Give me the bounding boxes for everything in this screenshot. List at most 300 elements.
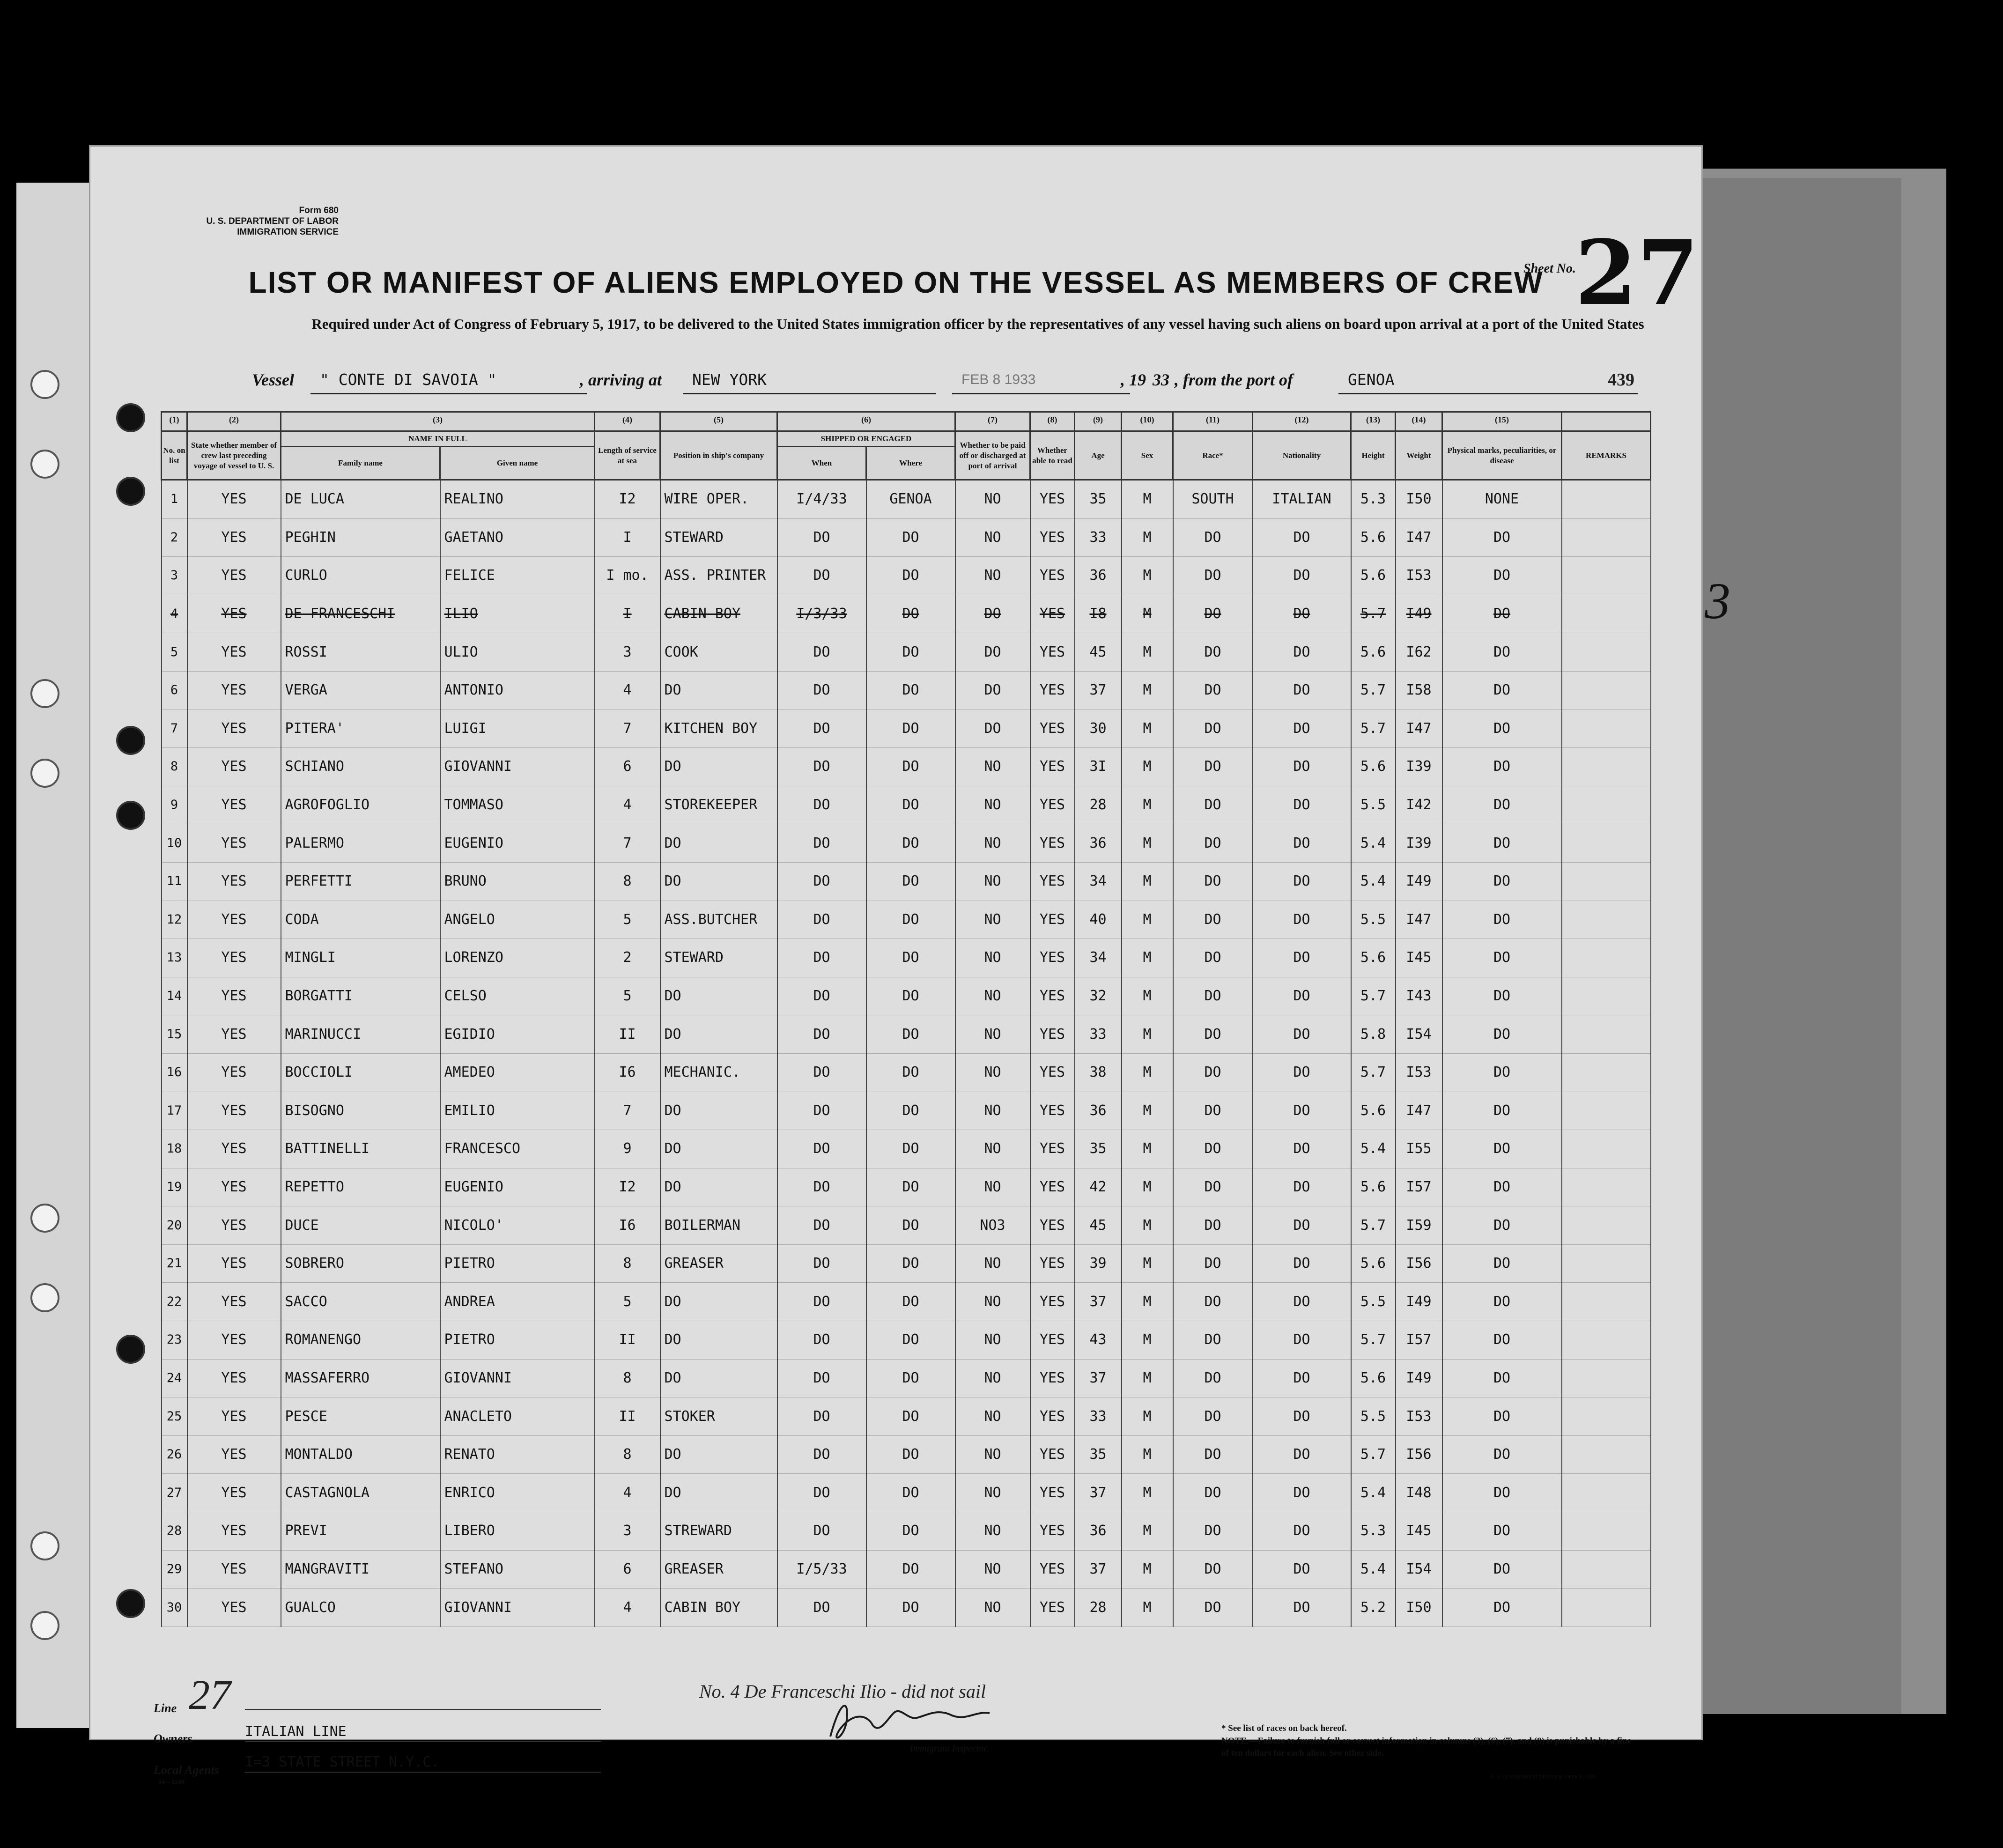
previous-voyage: YES xyxy=(187,557,281,595)
previous-voyage: YES xyxy=(187,1512,281,1551)
remarks xyxy=(1562,1474,1651,1512)
line-label: Line xyxy=(154,1701,177,1715)
height: 5.6 xyxy=(1351,633,1396,672)
height: 5.8 xyxy=(1351,1015,1396,1054)
shipped-when: DO xyxy=(777,557,866,595)
given-name: ANDREA xyxy=(440,1283,595,1321)
remarks xyxy=(1562,1168,1651,1206)
remarks xyxy=(1562,1283,1651,1321)
position: DO xyxy=(660,671,777,710)
form-number: Form 680 xyxy=(299,206,339,215)
able-to-read: YES xyxy=(1030,1397,1075,1436)
weight: I49 xyxy=(1396,1359,1442,1397)
remarks xyxy=(1562,1321,1651,1360)
previous-voyage: YES xyxy=(187,1015,281,1054)
length-of-service: II xyxy=(595,1015,660,1054)
family-name: SCHIANO xyxy=(281,748,440,786)
sex: M xyxy=(1122,1359,1173,1397)
sex: M xyxy=(1122,939,1173,977)
position: GREASER xyxy=(660,1550,777,1589)
row-number: 25 xyxy=(162,1397,187,1436)
previous-voyage: YES xyxy=(187,671,281,710)
family-name: REPETTO xyxy=(281,1168,440,1206)
given-name: BRUNO xyxy=(440,862,595,901)
length-of-service: 8 xyxy=(595,1359,660,1397)
remarks xyxy=(1562,901,1651,939)
nationality: DO xyxy=(1253,977,1351,1015)
physical-marks: DO xyxy=(1442,1397,1562,1436)
nationality: DO xyxy=(1253,1206,1351,1245)
header-no-on-list: No. on list xyxy=(162,431,187,480)
paid-off: NO xyxy=(955,1474,1030,1512)
race: DO xyxy=(1173,1015,1253,1054)
able-to-read: YES xyxy=(1030,480,1075,519)
race: DO xyxy=(1173,939,1253,977)
binder-hole xyxy=(30,759,59,788)
background-page-edge xyxy=(1686,178,1901,1714)
position: DO xyxy=(660,1283,777,1321)
header-paid-off: Whether to be paid off or discharged at port of arrival xyxy=(955,431,1030,480)
previous-voyage: YES xyxy=(187,786,281,824)
punch-hole xyxy=(116,801,145,830)
race: DO xyxy=(1173,748,1253,786)
col-num: (8) xyxy=(1030,412,1075,431)
physical-marks: DO xyxy=(1442,1206,1562,1245)
paid-off: NO xyxy=(955,557,1030,595)
family-name: ROSSI xyxy=(281,633,440,672)
height: 5.7 xyxy=(1351,977,1396,1015)
paid-off: DO xyxy=(955,710,1030,748)
height: 5.2 xyxy=(1351,1589,1396,1627)
col-num: (11) xyxy=(1173,412,1253,431)
shipped-when: DO xyxy=(777,977,866,1015)
col-num: (7) xyxy=(955,412,1030,431)
previous-voyage: YES xyxy=(187,1435,281,1474)
handwritten-number: 439 xyxy=(1608,370,1634,390)
physical-marks: DO xyxy=(1442,595,1562,633)
age: 34 xyxy=(1075,862,1122,901)
form-code: 14—1240 xyxy=(158,1779,185,1786)
table-row xyxy=(162,939,1651,977)
shipped-where: DO xyxy=(866,710,955,748)
sex: M xyxy=(1122,595,1173,633)
physical-marks: DO xyxy=(1442,1092,1562,1130)
departure-port: GENOA xyxy=(1338,367,1638,394)
race: DO xyxy=(1173,1244,1253,1283)
shipped-where: DO xyxy=(866,1130,955,1168)
table-row xyxy=(162,1053,1651,1092)
sex: M xyxy=(1122,1321,1173,1360)
physical-marks: DO xyxy=(1442,518,1562,557)
shipped-when: I/4/33 xyxy=(777,480,866,519)
crew-rows xyxy=(162,480,1651,1627)
shipped-where: DO xyxy=(866,1589,955,1627)
position: ASS. PRINTER xyxy=(660,557,777,595)
row-number: 5 xyxy=(162,633,187,672)
able-to-read: YES xyxy=(1030,939,1075,977)
physical-marks: NONE xyxy=(1442,480,1562,519)
sex: M xyxy=(1122,901,1173,939)
given-name: NICOLO' xyxy=(440,1206,595,1245)
remarks xyxy=(1562,1589,1651,1627)
race: DO xyxy=(1173,977,1253,1015)
physical-marks: DO xyxy=(1442,633,1562,672)
length-of-service: I xyxy=(595,518,660,557)
owners-label: Owners xyxy=(154,1732,192,1745)
physical-marks: DO xyxy=(1442,710,1562,748)
position: STOREKEEPER xyxy=(660,786,777,824)
able-to-read: YES xyxy=(1030,1321,1075,1360)
weight: I58 xyxy=(1396,671,1442,710)
paid-off: NO xyxy=(955,1244,1030,1283)
able-to-read: YES xyxy=(1030,786,1075,824)
family-name: MARINUCCI xyxy=(281,1015,440,1054)
binder-hole xyxy=(30,1204,59,1233)
physical-marks: DO xyxy=(1442,1244,1562,1283)
paid-off: NO xyxy=(955,1435,1030,1474)
paid-off: NO xyxy=(955,1550,1030,1589)
weight: I54 xyxy=(1396,1015,1442,1054)
paid-off: NO xyxy=(955,480,1030,519)
nationality: DO xyxy=(1253,1244,1351,1283)
inspector-signature xyxy=(812,1692,1008,1748)
shipped-where: DO xyxy=(866,786,955,824)
able-to-read: YES xyxy=(1030,1015,1075,1054)
length-of-service: 6 xyxy=(595,1550,660,1589)
row-number: 18 xyxy=(162,1130,187,1168)
height: 5.5 xyxy=(1351,901,1396,939)
position: DO xyxy=(660,824,777,863)
height: 5.4 xyxy=(1351,824,1396,863)
paid-off: NO xyxy=(955,1053,1030,1092)
given-name: TOMMASO xyxy=(440,786,595,824)
table-row xyxy=(162,480,1651,519)
shipped-where: DO xyxy=(866,862,955,901)
nationality: DO xyxy=(1253,1435,1351,1474)
punch-hole xyxy=(116,1335,145,1364)
previous-voyage: YES xyxy=(187,1283,281,1321)
family-name: DUCE xyxy=(281,1206,440,1245)
table-row xyxy=(162,1397,1651,1436)
length-of-service: I mo. xyxy=(595,557,660,595)
shipped-where: DO xyxy=(866,824,955,863)
table-row xyxy=(162,1283,1651,1321)
weight: I47 xyxy=(1396,901,1442,939)
remarks xyxy=(1562,1130,1651,1168)
position: STEWARD xyxy=(660,518,777,557)
family-name: VERGA xyxy=(281,671,440,710)
sex: M xyxy=(1122,1015,1173,1054)
length-of-service: 5 xyxy=(595,1283,660,1321)
nationality: DO xyxy=(1253,862,1351,901)
weight: I49 xyxy=(1396,862,1442,901)
length-of-service: 8 xyxy=(595,862,660,901)
table-row xyxy=(162,977,1651,1015)
previous-voyage: YES xyxy=(187,1550,281,1589)
table-row xyxy=(162,1512,1651,1551)
shipped-where: DO xyxy=(866,633,955,672)
position: DO xyxy=(660,748,777,786)
weight: I49 xyxy=(1396,1283,1442,1321)
position: MECHANIC. xyxy=(660,1053,777,1092)
family-name: DE LUCA xyxy=(281,480,440,519)
height: 5.7 xyxy=(1351,1435,1396,1474)
height: 5.5 xyxy=(1351,1397,1396,1436)
col-num-blank xyxy=(1562,412,1651,431)
physical-marks: DO xyxy=(1442,901,1562,939)
paid-off: NO xyxy=(955,1512,1030,1551)
nationality: DO xyxy=(1253,710,1351,748)
sex: M xyxy=(1122,1092,1173,1130)
height: 5.6 xyxy=(1351,1244,1396,1283)
weight: I50 xyxy=(1396,1589,1442,1627)
position: GREASER xyxy=(660,1244,777,1283)
race: DO xyxy=(1173,1168,1253,1206)
nationality: DO xyxy=(1253,518,1351,557)
table-row xyxy=(162,1435,1651,1474)
paid-off: NO xyxy=(955,939,1030,977)
physical-marks: DO xyxy=(1442,1015,1562,1054)
physical-marks: DO xyxy=(1442,557,1562,595)
weight: I53 xyxy=(1396,1397,1442,1436)
given-name: AMEDEO xyxy=(440,1053,595,1092)
shipped-where: DO xyxy=(866,671,955,710)
sex: M xyxy=(1122,1474,1173,1512)
vessel-name: " CONTE DI SAVOIA " xyxy=(310,367,587,394)
height: 5.4 xyxy=(1351,862,1396,901)
age: 28 xyxy=(1075,786,1122,824)
handwritten-remark: No. 4 De Franceschi Ilio - did not sail xyxy=(699,1681,986,1702)
remarks xyxy=(1562,748,1651,786)
row-number: 6 xyxy=(162,671,187,710)
sex: M xyxy=(1122,977,1173,1015)
row-number: 9 xyxy=(162,786,187,824)
col-num: (13) xyxy=(1351,412,1396,431)
shipped-where: DO xyxy=(866,1435,955,1474)
height: 5.3 xyxy=(1351,480,1396,519)
remarks xyxy=(1562,1550,1651,1589)
table-row xyxy=(162,1589,1651,1627)
race: DO xyxy=(1173,1435,1253,1474)
remarks xyxy=(1562,1397,1651,1436)
remarks xyxy=(1562,671,1651,710)
length-of-service: 4 xyxy=(595,671,660,710)
position: DO xyxy=(660,1092,777,1130)
age: 39 xyxy=(1075,1244,1122,1283)
col-num: (10) xyxy=(1122,412,1173,431)
remarks xyxy=(1562,824,1651,863)
row-number: 2 xyxy=(162,518,187,557)
weight: I62 xyxy=(1396,633,1442,672)
table-row xyxy=(162,862,1651,901)
family-name: PEGHIN xyxy=(281,518,440,557)
row-number: 19 xyxy=(162,1168,187,1206)
remarks xyxy=(1562,1092,1651,1130)
row-number: 28 xyxy=(162,1512,187,1551)
paid-off: NO xyxy=(955,1015,1030,1054)
physical-marks: DO xyxy=(1442,824,1562,863)
table-row xyxy=(162,901,1651,939)
shipped-where: DO xyxy=(866,557,955,595)
header-where: Where xyxy=(866,447,955,480)
nationality: DO xyxy=(1253,633,1351,672)
nationality: DO xyxy=(1253,1283,1351,1321)
binder-hole xyxy=(30,1611,59,1640)
physical-marks: DO xyxy=(1442,1435,1562,1474)
shipped-where: DO xyxy=(866,1512,955,1551)
shipped-when: DO xyxy=(777,1397,866,1436)
sex: M xyxy=(1122,710,1173,748)
nationality: DO xyxy=(1253,1397,1351,1436)
table-row xyxy=(162,557,1651,595)
physical-marks: DO xyxy=(1442,1474,1562,1512)
height: 5.7 xyxy=(1351,1321,1396,1360)
shipped-when: DO xyxy=(777,862,866,901)
length-of-service: 5 xyxy=(595,901,660,939)
table-row xyxy=(162,1206,1651,1245)
punch-hole xyxy=(116,1589,145,1618)
binder-hole xyxy=(30,679,59,708)
previous-voyage: YES xyxy=(187,1321,281,1360)
header-shipped-or-engaged: SHIPPED OR ENGAGED xyxy=(777,431,955,447)
able-to-read: YES xyxy=(1030,557,1075,595)
height: 5.6 xyxy=(1351,557,1396,595)
weight: I57 xyxy=(1396,1168,1442,1206)
nationality: DO xyxy=(1253,1359,1351,1397)
age: 34 xyxy=(1075,939,1122,977)
header-family-name: Family name xyxy=(281,447,440,480)
remarks xyxy=(1562,1206,1651,1245)
height: 5.4 xyxy=(1351,1130,1396,1168)
table-row xyxy=(162,595,1651,633)
row-number: 24 xyxy=(162,1359,187,1397)
given-name: PIETRO xyxy=(440,1244,595,1283)
race: DO xyxy=(1173,557,1253,595)
able-to-read: YES xyxy=(1030,977,1075,1015)
row-number: 17 xyxy=(162,1092,187,1130)
given-name: EUGENIO xyxy=(440,1168,595,1206)
row-number: 12 xyxy=(162,901,187,939)
remarks xyxy=(1562,977,1651,1015)
physical-marks: DO xyxy=(1442,1053,1562,1092)
immigrant-inspector-label: Immigrant Inspector. xyxy=(910,1744,989,1754)
remarks xyxy=(1562,1053,1651,1092)
paid-off: NO xyxy=(955,748,1030,786)
remarks xyxy=(1562,710,1651,748)
row-number: 8 xyxy=(162,748,187,786)
shipped-where: DO xyxy=(866,1206,955,1245)
family-name: PESCE xyxy=(281,1397,440,1436)
sex: M xyxy=(1122,480,1173,519)
paid-off: NO xyxy=(955,901,1030,939)
length-of-service: I6 xyxy=(595,1053,660,1092)
able-to-read: YES xyxy=(1030,1168,1075,1206)
shipped-where: DO xyxy=(866,1397,955,1436)
row-number: 14 xyxy=(162,977,187,1015)
nationality: DO xyxy=(1253,1589,1351,1627)
weight: I50 xyxy=(1396,480,1442,519)
nationality: DO xyxy=(1253,1092,1351,1130)
table-row xyxy=(162,633,1651,672)
vessel-label: Vessel xyxy=(252,370,294,389)
nationality: DO xyxy=(1253,1321,1351,1360)
position: STEWARD xyxy=(660,939,777,977)
weight: I39 xyxy=(1396,824,1442,863)
age: 37 xyxy=(1075,1359,1122,1397)
height: 5.7 xyxy=(1351,671,1396,710)
races-footnote: * See list of races on back hereof. xyxy=(1221,1723,1347,1733)
col-num: (14) xyxy=(1396,412,1442,431)
row-number: 11 xyxy=(162,862,187,901)
row-number: 20 xyxy=(162,1206,187,1245)
given-name: LUIGI xyxy=(440,710,595,748)
row-number: 23 xyxy=(162,1321,187,1360)
able-to-read: YES xyxy=(1030,710,1075,748)
shipped-when: DO xyxy=(777,939,866,977)
length-of-service: 8 xyxy=(595,1435,660,1474)
given-name: STEFANO xyxy=(440,1550,595,1589)
race: DO xyxy=(1173,1321,1253,1360)
paid-off: NO xyxy=(955,1130,1030,1168)
arrival-year: 33 xyxy=(1153,370,1169,389)
remarks xyxy=(1562,595,1651,633)
shipped-when: DO xyxy=(777,1512,866,1551)
length-of-service: 4 xyxy=(595,786,660,824)
position: DO xyxy=(660,1015,777,1054)
previous-voyage: YES xyxy=(187,1397,281,1436)
physical-marks: DO xyxy=(1442,1130,1562,1168)
nationality: DO xyxy=(1253,1053,1351,1092)
family-name: BATTINELLI xyxy=(281,1130,440,1168)
shipped-where: DO xyxy=(866,595,955,633)
sex: M xyxy=(1122,748,1173,786)
position: CABIN BOY xyxy=(660,1589,777,1627)
given-name: RENATO xyxy=(440,1435,595,1474)
given-name: REALINO xyxy=(440,480,595,519)
shipped-where: DO xyxy=(866,1550,955,1589)
race: DO xyxy=(1173,710,1253,748)
local-agents-label: Local Agents xyxy=(154,1763,219,1777)
row-number: 16 xyxy=(162,1053,187,1092)
family-name: MINGLI xyxy=(281,939,440,977)
able-to-read: YES xyxy=(1030,1550,1075,1589)
previous-voyage: YES xyxy=(187,480,281,519)
family-name: CODA xyxy=(281,901,440,939)
nationality: DO xyxy=(1253,1130,1351,1168)
col-num: (5) xyxy=(660,412,777,431)
document-subtitle: Required under Act of Congress of February 5, 1917, to be delivered to the United States immigration officer by the representatives of any vessel having such aliens on board upon arrival at a port of the United States xyxy=(311,316,1644,332)
given-name: LIBERO xyxy=(440,1512,595,1551)
physical-marks: DO xyxy=(1442,671,1562,710)
length-of-service: II xyxy=(595,1321,660,1360)
weight: I53 xyxy=(1396,1053,1442,1092)
nationality: DO xyxy=(1253,786,1351,824)
physical-marks: DO xyxy=(1442,1321,1562,1360)
nationality: DO xyxy=(1253,1512,1351,1551)
binder-hole xyxy=(30,1283,59,1312)
race: DO xyxy=(1173,1397,1253,1436)
shipped-where: GENOA xyxy=(866,480,955,519)
shipped-where: DO xyxy=(866,1359,955,1397)
header-name-in-full: NAME IN FULL xyxy=(281,431,595,447)
shipped-when: DO xyxy=(777,1130,866,1168)
position: DO xyxy=(660,862,777,901)
age: 42 xyxy=(1075,1168,1122,1206)
nationality: DO xyxy=(1253,1168,1351,1206)
given-name: GAETANO xyxy=(440,518,595,557)
sex: M xyxy=(1122,1397,1173,1436)
binder-hole xyxy=(30,450,59,479)
